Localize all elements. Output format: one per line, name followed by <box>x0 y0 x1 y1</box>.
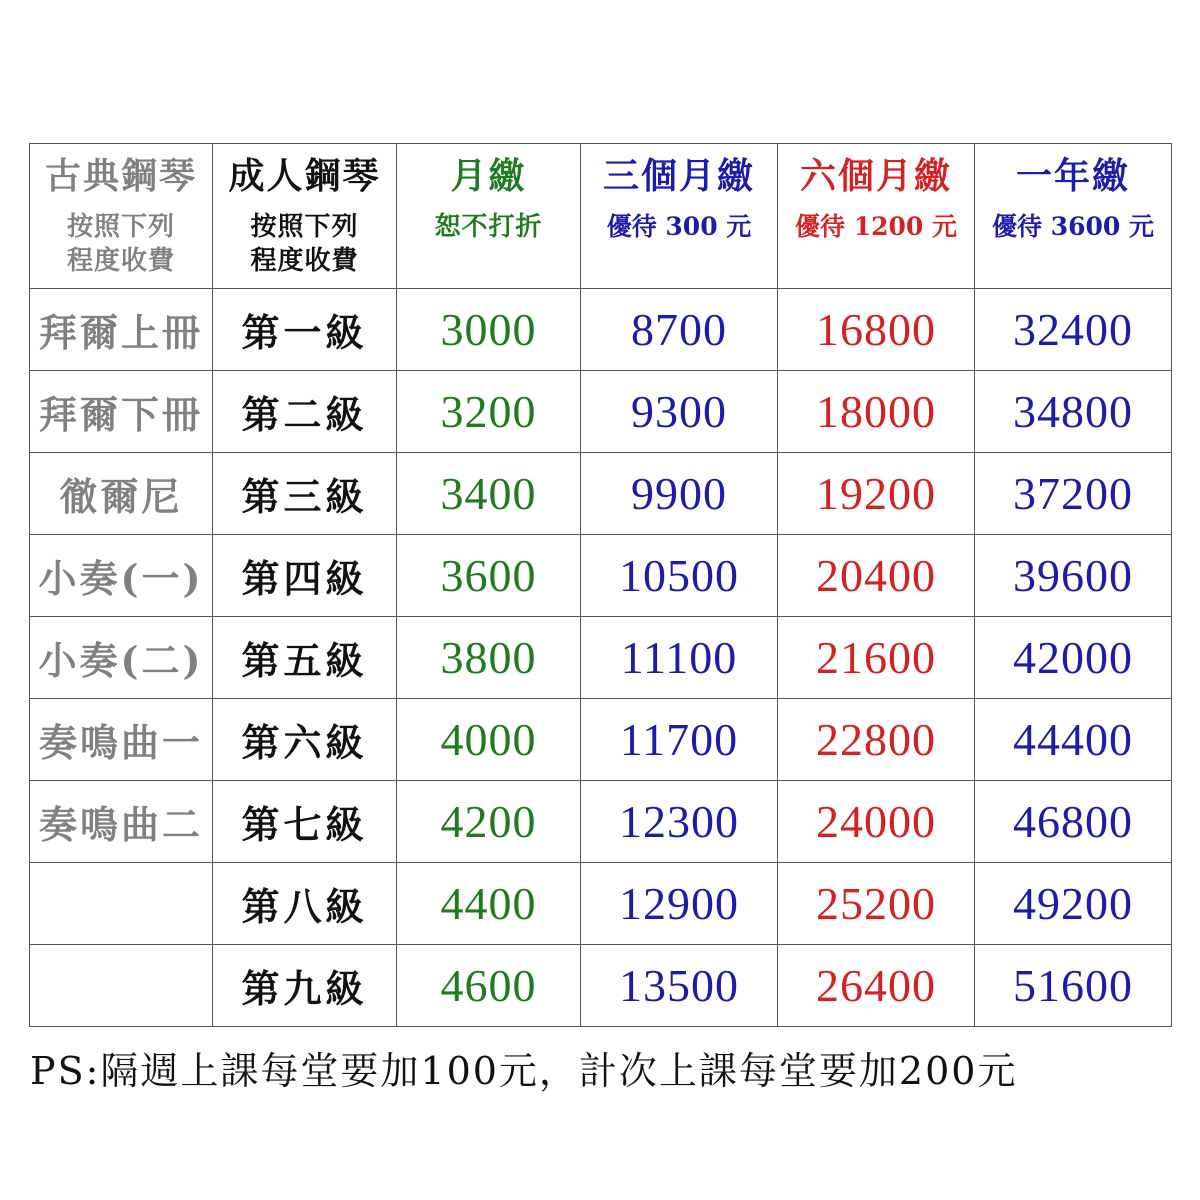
monthly-price-cell: 3400 <box>397 453 581 535</box>
monthly-price-cell: 3200 <box>397 371 581 453</box>
three-month-price-cell: 9900 <box>581 453 778 535</box>
six-month-price-cell: 16800 <box>778 289 975 371</box>
classic-level-cell: 奏鳴曲一 <box>30 699 213 781</box>
adult-level-cell: 第七級 <box>213 781 397 863</box>
header-three-months-sub: 優待 300 元 <box>606 212 752 241</box>
adult-level-cell: 第三級 <box>213 453 397 535</box>
three-month-price-cell: 8700 <box>581 289 778 371</box>
classic-level-cell: 小奏(二) <box>30 617 213 699</box>
header-classic-piano <box>30 144 213 289</box>
yearly-price-cell: 51600 <box>975 945 1172 1027</box>
three-month-price-cell: 12300 <box>581 781 778 863</box>
monthly-price-cell: 4600 <box>397 945 581 1027</box>
yearly-price-cell: 42000 <box>975 617 1172 699</box>
adult-level-cell: 第四級 <box>213 535 397 617</box>
classic-level-cell: 拜爾上冊 <box>30 289 213 371</box>
table-row <box>30 371 1172 453</box>
yearly-price-cell: 44400 <box>975 699 1172 781</box>
six-month-price-cell: 22800 <box>778 699 975 781</box>
yearly-price-cell: 32400 <box>975 289 1172 371</box>
table-row <box>30 535 1172 617</box>
table-row <box>30 617 1172 699</box>
adult-level-cell: 第一級 <box>213 289 397 371</box>
six-month-price-cell: 25200 <box>778 863 975 945</box>
header-yearly-sub: 優待 3600 元 <box>992 212 1154 241</box>
header-monthly-sub: 恕不打折 <box>434 212 543 242</box>
six-month-price-cell: 18000 <box>778 371 975 453</box>
adult-level-cell: 第九級 <box>213 945 397 1027</box>
header-three-months-title: 三個月繳 <box>602 155 755 197</box>
monthly-price-cell: 4400 <box>397 863 581 945</box>
classic-level-cell: 拜爾下冊 <box>30 371 213 453</box>
adult-level-cell: 第八級 <box>213 863 397 945</box>
header-six-months-title: 六個月繳 <box>799 155 952 197</box>
yearly-price-cell: 46800 <box>975 781 1172 863</box>
three-month-price-cell: 9300 <box>581 371 778 453</box>
six-month-price-cell: 19200 <box>778 453 975 535</box>
table-row <box>30 945 1172 1027</box>
adult-level-cell: 第五級 <box>213 617 397 699</box>
yearly-price-cell: 37200 <box>975 453 1172 535</box>
three-month-price-cell: 11700 <box>581 699 778 781</box>
header-classic-title: 古典鋼琴 <box>44 155 197 197</box>
classic-level-cell: 奏鳴曲二 <box>30 781 213 863</box>
header-yearly <box>975 144 1172 289</box>
table-row <box>30 453 1172 535</box>
yearly-price-cell: 49200 <box>975 863 1172 945</box>
header-classic-sub2: 程度收費 <box>66 246 175 276</box>
header-adult-sub1: 按照下列 <box>250 212 359 242</box>
three-month-price-cell: 13500 <box>581 945 778 1027</box>
classic-level-cell: 徹爾尼 <box>30 453 213 535</box>
classic-level-cell <box>30 863 213 945</box>
header-row <box>30 144 1172 289</box>
three-month-price-cell: 12900 <box>581 863 778 945</box>
three-month-price-cell: 10500 <box>581 535 778 617</box>
header-three-months <box>581 144 778 289</box>
table-row <box>30 699 1172 781</box>
table-row <box>30 863 1172 945</box>
classic-level-cell <box>30 945 213 1027</box>
footnote: PS:隔週上課每堂要加100元，計次上課每堂要加200元 <box>30 1049 1018 1093</box>
yearly-price-cell: 39600 <box>975 535 1172 617</box>
header-adult-title: 成人鋼琴 <box>228 155 381 197</box>
table-row <box>30 781 1172 863</box>
three-month-price-cell: 11100 <box>581 617 778 699</box>
header-yearly-title: 一年繳 <box>1015 155 1130 197</box>
six-month-price-cell: 20400 <box>778 535 975 617</box>
header-monthly <box>397 144 581 289</box>
header-six-months-sub: 優待 1200 元 <box>795 212 957 241</box>
header-adult-piano <box>213 144 397 289</box>
monthly-price-cell: 3600 <box>397 535 581 617</box>
six-month-price-cell: 26400 <box>778 945 975 1027</box>
header-monthly-title: 月繳 <box>450 155 527 197</box>
six-month-price-cell: 24000 <box>778 781 975 863</box>
table-row <box>30 289 1172 371</box>
six-month-price-cell: 21600 <box>778 617 975 699</box>
header-classic-sub1: 按照下列 <box>66 212 175 242</box>
adult-level-cell: 第二級 <box>213 371 397 453</box>
monthly-price-cell: 4000 <box>397 699 581 781</box>
yearly-price-cell: 34800 <box>975 371 1172 453</box>
monthly-price-cell: 3000 <box>397 289 581 371</box>
adult-level-cell: 第六級 <box>213 699 397 781</box>
header-six-months <box>778 144 975 289</box>
price-table <box>29 143 1172 1027</box>
monthly-price-cell: 4200 <box>397 781 581 863</box>
monthly-price-cell: 3800 <box>397 617 581 699</box>
header-adult-sub2: 程度收費 <box>250 246 359 276</box>
classic-level-cell: 小奏(一) <box>30 535 213 617</box>
